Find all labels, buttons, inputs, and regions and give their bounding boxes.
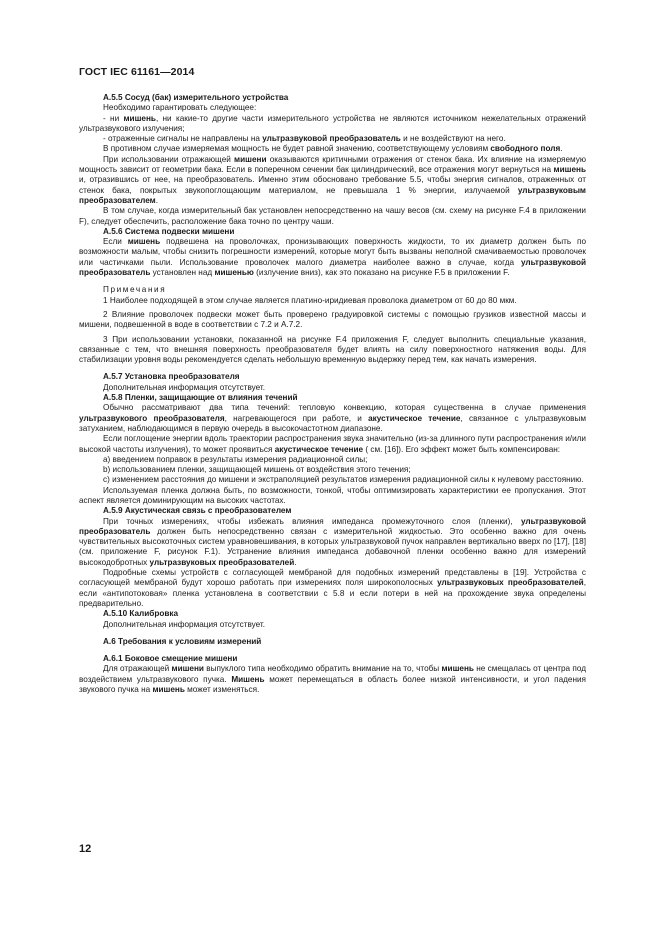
- bold-term: мишень: [127, 237, 161, 247]
- bold-term: ультразвуковых преобразователей: [149, 557, 295, 567]
- page-number: 12: [79, 843, 92, 855]
- paragraph: с) изменением расстояния до мишени и экстраполяцией результатов измерения радиационной силы к нулевому расстоянию.: [103, 475, 584, 485]
- paragraph: В противном случае измеряемая мощность не будет равной значению, соответствующему условиям свободного поля.: [103, 144, 563, 154]
- page-body: [79, 93, 586, 695]
- paragraph: Подробные схемы устройств с согласующей мембраной для подобных измерений представлены в [19]. Устройства с согласующей мембраной будут хорошо работать при измерениях поля широкополосных ультразвуковых преобразователей, если «антипотоковая» пленка установлена в соответствии с 5.8 и если потери в ней на прохождение звука определены предварительно.: [79, 568, 586, 608]
- paragraph: При использовании отражающей мишени оказываются критичными отражения от стенок бака. Их влияние на измеряемую мощность зависит от геометрии бака. Если в поперечном сечении бак цилиндрический, все отражения могут вернуться на мишень и, отразившись от нее, на преобразователь. Именно этим обосновано требование 5.5, чтобы энергия сигналов, отраженных от стенок бака, покрытых звукопоглощающим материалом, не превышала 1 % энергии, излучаемой ультразвуковым преобразователем.: [79, 154, 586, 205]
- paragraph: Дополнительная информация отсутствует.: [103, 382, 266, 392]
- paragraph: Если мишень подвешена на проволочках, пронизывающих поверхность жидкости, то их диаметр должен быть по возможности малым, чтобы снизить погрешности измерений, которые могут быть вызваны неполной смачиваемостью проволочек или частичками пыли. Использование проволочек малого диаметра наиболее важно в случае, когда ультразвуковой преобразователь установлен над мишенью (излучение вниз), как это показано на рисунке F.5 в приложении F.: [79, 237, 586, 278]
- paragraph: Если поглощение энергии вдоль траектории распространения звука значительно (из-за длинного пути распространения и/или высокой частоты излучения), то может проявиться акустическое течение ( см. [16]). Его эффект может быть компенсирован:: [79, 434, 586, 454]
- section-heading: А.5.6 Система подвески мишени: [103, 226, 235, 236]
- paragraph: В том случае, когда измерительный бак установлен непосредственно на чашу весов (см. схему на рисунке F.4 в приложении F), следует обеспечить, расположение бака точно по центру чаши.: [79, 206, 586, 226]
- paragraph: - ни мишень, ни какие-то другие части измерительного устройства не являются источником нежелательных отражений ультразвукового излучения;: [79, 113, 586, 133]
- paragraph: 1 Наиболее подходящей в этом случае является платино-иридиевая проволока диаметром от 60 до 80 мкм.: [103, 295, 517, 305]
- bold-term: мишень: [123, 113, 156, 123]
- bold-term: Мишень: [231, 674, 265, 684]
- paragraph: b) использованием пленки, защищающей мишень от воздействия этого течения;: [103, 465, 411, 475]
- bold-term: ультразвуковой преобразователь: [79, 257, 586, 278]
- bold-term: мишень: [152, 685, 185, 695]
- section-heading: А.5.9 Акустическая связь с преобразователем: [103, 506, 292, 516]
- section-heading: А.5.8 Пленки, защищающие от влияния течений: [103, 393, 298, 403]
- section-heading: А.6 Требования к условиям измерений: [103, 636, 262, 646]
- bold-term: ультразвуковой преобразователь: [262, 134, 401, 144]
- paragraph: При точных измерениях, чтобы избежать влияния импеданса промежуточного слоя (пленки), ультразвуковой преобразователь должен быть непосредственно связан с измерительной жидкостью. Это особенно важно для очень чувствительных высокоточных систем уравновешивания, в которых ультразвуковой пучок направлен вертикально вверх по [17], [18] (см. приложение F, рисунок F.1). Устранение влияния импеданса добавочной пленки особенно важно для измерений высокодобротных ультразвуковых преобразователей.: [79, 516, 586, 567]
- bold-term: мишени: [171, 664, 204, 674]
- paragraph: Необходимо гарантировать следующее:: [103, 103, 257, 113]
- bold-term: ультразвукового преобразователя: [79, 413, 225, 423]
- bold-term: ультразвуковых преобразователей: [437, 578, 584, 588]
- bold-term: ультразвуковым преобразователем: [79, 185, 586, 205]
- paragraph: 2 Влияние проволочек подвески может быть проверено градуировкой системы с помощью грузиков известной массы и мишени, подвешенной в воде в соответствии с 7.2 и А.7.2.: [79, 309, 586, 330]
- section-heading: А.5.10 Калибровка: [103, 609, 179, 619]
- paragraph: а) введением поправок в результаты измерения радиационной силы;: [103, 454, 368, 464]
- paragraph: 3 При использовании установки, показанной на рисунке F.4 приложения F, следует выполнить специальные указания, связанные с тем, что внешняя поверхность преобразователя будет влиять на силу поверхностного натяжения воды. Для стабилизации уровня воды рекомендуется сделать небольшую временную выдержку перед тем, как начать измерения.: [79, 334, 586, 365]
- bold-term: мишенью: [214, 268, 254, 278]
- bold-term: мишень: [553, 165, 586, 175]
- bold-term: мишень: [441, 664, 474, 674]
- paragraph: Используемая пленка должна быть, по возможности, тонкой, чтобы оптимизировать характеристики ее пропускания. Этот аспект является доминирующим на высоких частотах.: [79, 485, 586, 505]
- paragraph: - отраженные сигналы не направлены на ультразвуковой преобразователь и не воздействуют на него.: [103, 134, 506, 144]
- bold-term: акустическое течение: [368, 413, 461, 423]
- bold-term: акустическое течение: [274, 444, 364, 454]
- document-header: ГОСТ IEC 61161—2014: [79, 66, 195, 78]
- section-heading: А.6.1 Боковое смещение мишени: [103, 654, 238, 664]
- bold-term: свободного поля: [490, 144, 561, 154]
- section-heading: А.5.5 Сосуд (бак) измерительного устройства: [103, 93, 289, 102]
- notes-heading: Примечания: [103, 285, 167, 295]
- paragraph: Обычно рассматривают два типа течений: тепловую конвекцию, которая существенна в случае применения ультразвукового преобразователя, нагревающегося при работе, и акустическое течение, связанное с ультразвуковым затуханием, наблюдающимся в первую очередь в высокочастотном диапазоне.: [79, 403, 586, 433]
- paragraph: Для отражающей мишени выпуклого типа необходимо обратить внимание на то, чтобы мишень не смещалась от центра под воздействием ультразвукового пучка. Мишень может перемещаться в область более низкой интенсивности, и угол падения звукового пучка на мишень может изменяться.: [79, 664, 586, 695]
- section-heading: А.5.7 Установка преобразователя: [103, 372, 240, 382]
- bold-term: ультразвуковой преобразователь: [79, 516, 586, 536]
- bold-term: мишени: [234, 154, 267, 164]
- paragraph: Дополнительная информация отсутствует.: [103, 619, 266, 629]
